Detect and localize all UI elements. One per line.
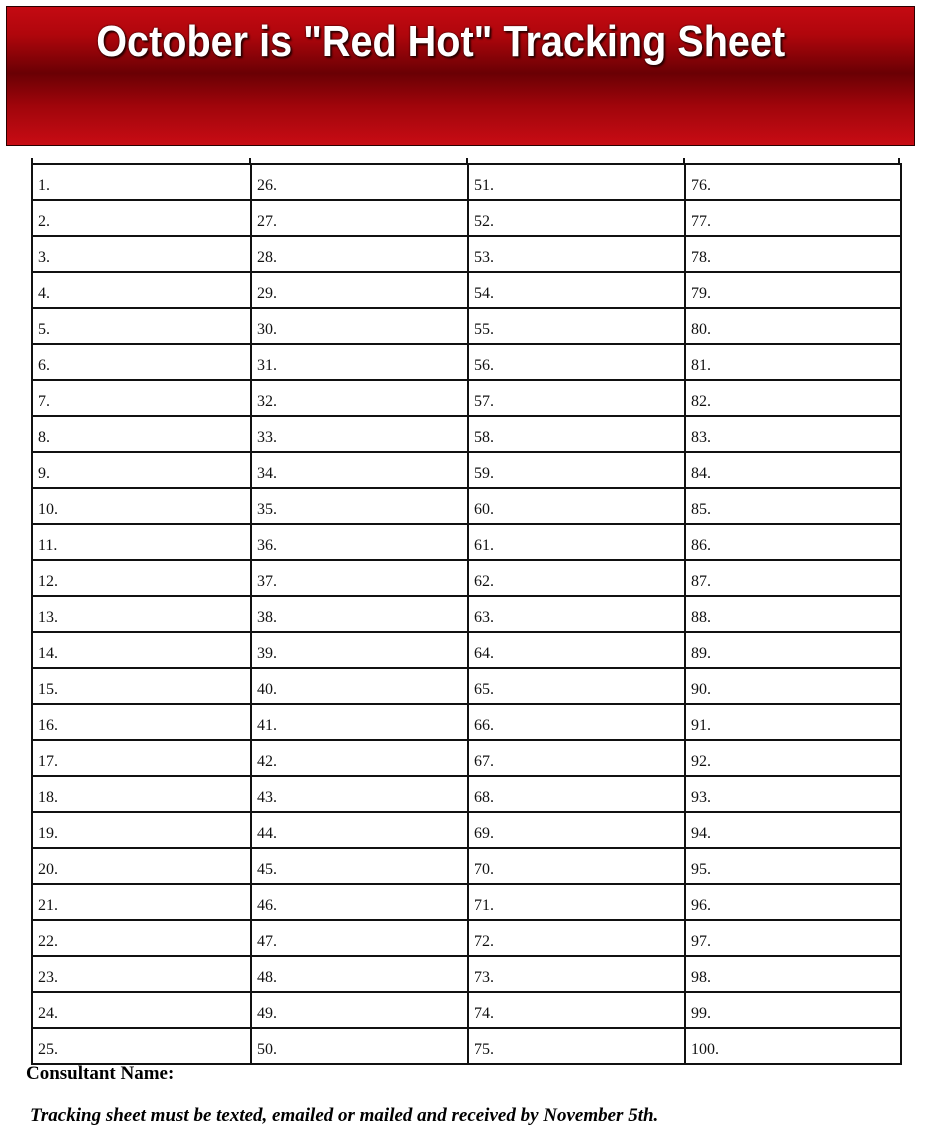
table-row: [32, 344, 901, 380]
entry-cell[interactable]: 4.: [32, 272, 251, 308]
entry-cell[interactable]: 64.: [468, 632, 685, 668]
entry-cell[interactable]: 97.: [685, 920, 901, 956]
entry-cell[interactable]: 42.: [251, 740, 468, 776]
entry-cell[interactable]: 63.: [468, 596, 685, 632]
entry-cell[interactable]: 96.: [685, 884, 901, 920]
entry-cell[interactable]: 2.: [32, 200, 251, 236]
entry-cell[interactable]: 55.: [468, 308, 685, 344]
entry-cell[interactable]: 77.: [685, 200, 901, 236]
table-row: [32, 704, 901, 740]
table-row: [32, 200, 901, 236]
entry-cell[interactable]: 90.: [685, 668, 901, 704]
entry-cell[interactable]: 59.: [468, 452, 685, 488]
entry-cell[interactable]: 52.: [468, 200, 685, 236]
table-row: [32, 272, 901, 308]
entry-cell[interactable]: 48.: [251, 956, 468, 992]
table-row: [32, 1028, 901, 1064]
entry-cell[interactable]: 58.: [468, 416, 685, 452]
entry-cell[interactable]: 91.: [685, 704, 901, 740]
entry-cell[interactable]: 10.: [32, 488, 251, 524]
entry-cell[interactable]: 86.: [685, 524, 901, 560]
tracking-table-body: [32, 164, 901, 1064]
table-row: [32, 524, 901, 560]
entry-cell[interactable]: 94.: [685, 812, 901, 848]
entry-cell[interactable]: 82.: [685, 380, 901, 416]
entry-cell[interactable]: 51.: [468, 164, 685, 200]
table-row: [32, 920, 901, 956]
entry-cell[interactable]: 24.: [32, 992, 251, 1028]
entry-cell[interactable]: 100.: [685, 1028, 901, 1064]
entry-cell[interactable]: 15.: [32, 668, 251, 704]
tracking-table: [31, 163, 902, 1065]
entry-cell[interactable]: 27.: [251, 200, 468, 236]
table-row: [32, 848, 901, 884]
table-row: [32, 776, 901, 812]
table-row: [32, 812, 901, 848]
table-row: [32, 992, 901, 1028]
entry-cell[interactable]: 74.: [468, 992, 685, 1028]
table-row: [32, 236, 901, 272]
entry-cell[interactable]: 68.: [468, 776, 685, 812]
entry-cell[interactable]: 26.: [251, 164, 468, 200]
entry-cell[interactable]: 25.: [32, 1028, 251, 1064]
entry-cell[interactable]: 23.: [32, 956, 251, 992]
entry-cell[interactable]: 73.: [468, 956, 685, 992]
entry-cell[interactable]: 76.: [685, 164, 901, 200]
entry-cell[interactable]: 78.: [685, 236, 901, 272]
entry-cell[interactable]: 72.: [468, 920, 685, 956]
table-row: [32, 380, 901, 416]
entry-cell[interactable]: 19.: [32, 812, 251, 848]
entry-cell[interactable]: 3.: [32, 236, 251, 272]
entry-cell[interactable]: 7.: [32, 380, 251, 416]
entry-cell[interactable]: 71.: [468, 884, 685, 920]
entry-cell[interactable]: 31.: [251, 344, 468, 380]
table-row: [32, 488, 901, 524]
entry-cell[interactable]: 99.: [685, 992, 901, 1028]
entry-cell[interactable]: 62.: [468, 560, 685, 596]
table-row: [32, 416, 901, 452]
table-row: [32, 632, 901, 668]
entry-cell[interactable]: 9.: [32, 452, 251, 488]
entry-cell[interactable]: 40.: [251, 668, 468, 704]
entry-cell[interactable]: 60.: [468, 488, 685, 524]
entry-cell[interactable]: 45.: [251, 848, 468, 884]
consultant-name-label: Consultant Name:: [26, 1063, 175, 1084]
entry-cell[interactable]: 18.: [32, 776, 251, 812]
entry-cell[interactable]: 22.: [32, 920, 251, 956]
entry-cell[interactable]: 56.: [468, 344, 685, 380]
entry-cell[interactable]: 81.: [685, 344, 901, 380]
entry-cell[interactable]: 14.: [32, 632, 251, 668]
table-row: [32, 560, 901, 596]
entry-cell[interactable]: 80.: [685, 308, 901, 344]
entry-cell[interactable]: 79.: [685, 272, 901, 308]
entry-cell[interactable]: 6.: [32, 344, 251, 380]
table-row: [32, 452, 901, 488]
entry-cell[interactable]: 37.: [251, 560, 468, 596]
entry-cell[interactable]: 1.: [32, 164, 251, 200]
tracking-sheet: [31, 161, 900, 1058]
entry-cell[interactable]: 41.: [251, 704, 468, 740]
entry-cell[interactable]: 46.: [251, 884, 468, 920]
entry-cell[interactable]: 8.: [32, 416, 251, 452]
entry-cell[interactable]: 20.: [32, 848, 251, 884]
entry-cell[interactable]: 92.: [685, 740, 901, 776]
entry-cell[interactable]: 53.: [468, 236, 685, 272]
table-row: [32, 740, 901, 776]
table-row: [32, 884, 901, 920]
entry-cell[interactable]: 13.: [32, 596, 251, 632]
entry-cell[interactable]: 57.: [468, 380, 685, 416]
title-banner: [6, 6, 915, 146]
submission-note: Tracking sheet must be texted, emailed or mailed and received by November 5th.: [30, 1105, 659, 1126]
entry-cell[interactable]: 5.: [32, 308, 251, 344]
entry-cell[interactable]: 35.: [251, 488, 468, 524]
entry-cell[interactable]: 70.: [468, 848, 685, 884]
entry-cell[interactable]: 12.: [32, 560, 251, 596]
entry-cell[interactable]: 29.: [251, 272, 468, 308]
entry-cell[interactable]: 75.: [468, 1028, 685, 1064]
entry-cell[interactable]: 47.: [251, 920, 468, 956]
entry-cell[interactable]: 65.: [468, 668, 685, 704]
entry-cell[interactable]: 85.: [685, 488, 901, 524]
entry-cell[interactable]: 33.: [251, 416, 468, 452]
entry-cell[interactable]: 34.: [251, 452, 468, 488]
table-row: [32, 308, 901, 344]
entry-cell[interactable]: 61.: [468, 524, 685, 560]
entry-cell[interactable]: 93.: [685, 776, 901, 812]
entry-cell[interactable]: 17.: [32, 740, 251, 776]
entry-cell[interactable]: 21.: [32, 884, 251, 920]
entry-cell[interactable]: 39.: [251, 632, 468, 668]
entry-cell[interactable]: 89.: [685, 632, 901, 668]
entry-cell[interactable]: 16.: [32, 704, 251, 740]
entry-cell[interactable]: 87.: [685, 560, 901, 596]
entry-cell[interactable]: 95.: [685, 848, 901, 884]
entry-cell[interactable]: 44.: [251, 812, 468, 848]
entry-cell[interactable]: 83.: [685, 416, 901, 452]
entry-cell[interactable]: 43.: [251, 776, 468, 812]
table-row: [32, 164, 901, 200]
entry-cell[interactable]: 69.: [468, 812, 685, 848]
entry-cell[interactable]: 54.: [468, 272, 685, 308]
table-row: [32, 668, 901, 704]
entry-cell[interactable]: 38.: [251, 596, 468, 632]
page-title: October is "Red Hot" Tracking Sheet: [96, 17, 786, 66]
entry-cell[interactable]: 88.: [685, 596, 901, 632]
entry-cell[interactable]: 98.: [685, 956, 901, 992]
entry-cell[interactable]: 84.: [685, 452, 901, 488]
entry-cell[interactable]: 66.: [468, 704, 685, 740]
table-row: [32, 956, 901, 992]
entry-cell[interactable]: 36.: [251, 524, 468, 560]
entry-cell[interactable]: 30.: [251, 308, 468, 344]
entry-cell[interactable]: 32.: [251, 380, 468, 416]
entry-cell[interactable]: 28.: [251, 236, 468, 272]
entry-cell[interactable]: 49.: [251, 992, 468, 1028]
entry-cell[interactable]: 50.: [251, 1028, 468, 1064]
entry-cell[interactable]: 11.: [32, 524, 251, 560]
table-row: [32, 596, 901, 632]
entry-cell[interactable]: 67.: [468, 740, 685, 776]
